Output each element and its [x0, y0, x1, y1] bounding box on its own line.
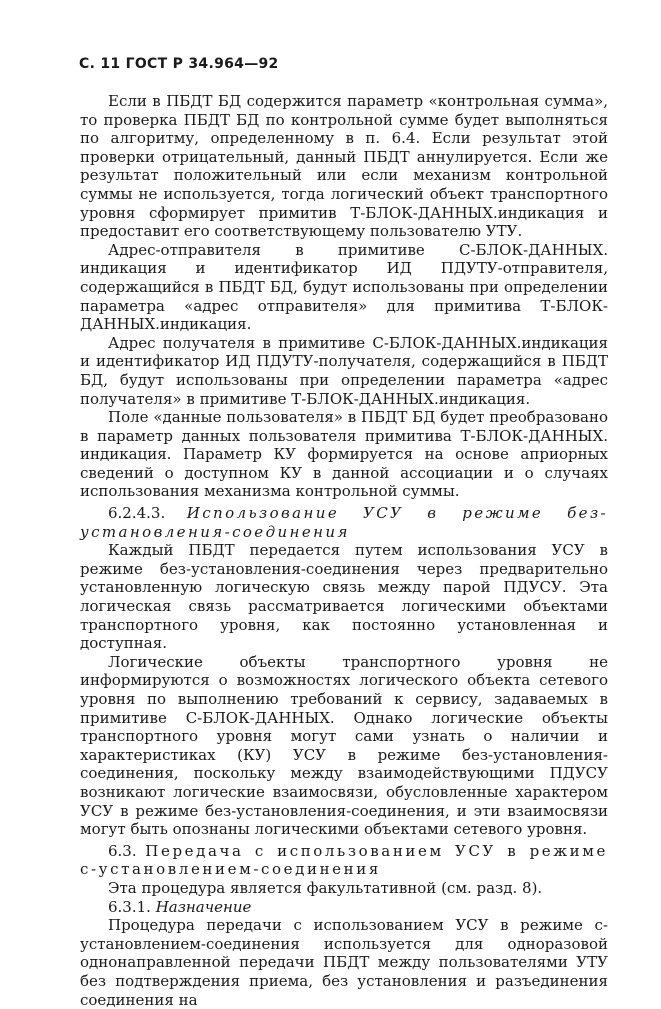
section-title: Передача с использованием УСУ в режиме с-установлением-соединения: [80, 841, 608, 879]
paragraph-receiver-address: Адрес получателя в примитиве С-БЛОК-ДАННЫХ.индикация и идентификатор ИД ПДУТУ-получателя, содержащийся в ПБДТ БД, будут использованы при определении параметра «адрес получателя» в примитиве Т-БЛОК-ДАННЫХ.индикация.: [80, 333, 608, 408]
paragraph-optional-note: Эта процедура является факультативной (см. разд. 8).: [108, 878, 543, 897]
paragraph-checksum: Если в ПБДТ БД содержится параметр «контрольная сумма», то проверка ПБДТ БД по контрольной сумме будет выполняться по алгоритму, определенному в п. 6.4. Если результат этой проверки отрицательный, данный ПБДТ аннулируется. Если же результат положительный или если механизм контрольной суммы не используется, тогда логический объект транспортного уровня сформирует примитив Т-БЛОК-ДАННЫХ.индикация и предоставит его соответствующему пользователю УТУ.: [80, 92, 608, 241]
section-number: 6.2.4.3.: [108, 504, 166, 523]
subsection-number: 6.3.1.: [108, 897, 151, 916]
paragraph-user-data: Поле «данные пользователя» в ПБДТ БД будет преобразовано в параметр данных пользователя примитива Т-БЛОК-ДАННЫХ. индикация. Параметр КУ формируется на основе априорных сведений о доступном КУ в данной ассоциации и о случаях использования механизма контрольной суммы.: [80, 408, 608, 501]
section-title: Использование УСУ в режиме без-установления-соединения: [80, 504, 608, 541]
body-text: [80, 92, 608, 1009]
paragraph-logical-objects: Логические объекты транспортного уровня не информируются о возможностях логического объекта сетевого уровня по выполнению требований к сервису, задаваемых в примитиве С-БЛОК-ДАННЫХ. Однако логические объекты транспортного уровня могут сами узнать о наличии и характеристиках (КУ) УСУ в режиме без-установления-соединения, поскольку между взаимодействующими ПДУСУ возникают логические взаимосвязи, обусловленные характером УСУ в режиме без-установления-соединения, и эти взаимосвязи могут быть опознаны логическими объектами сетевого уровня.: [80, 652, 608, 839]
paragraph-sender-address: Адрес-отправителя в примитиве С-БЛОК-ДАННЫХ. индикация и идентификатор ИД ПДУТУ-отправителя, содержащийся в ПБДТ БД, будут использованы при определении параметра «адрес отправителя» для примитива Т-БЛОК-ДАННЫХ.индикация.: [80, 240, 608, 334]
section-heading-6-2-4-3: [80, 504, 608, 541]
subsection-heading-6-3-1: [80, 898, 608, 917]
section-number: 6.3.: [108, 841, 137, 860]
section-heading-6-3: [80, 842, 608, 879]
paragraph-purpose: Процедура передачи с использованием УСУ в режиме с-установлением-соединения используется для одноразовой однонаправленной передачи ПБДТ между пользователями УТУ без подтверждения приема, без установления и разъединения соединения на: [80, 916, 608, 1009]
subsection-title: Назначение: [155, 897, 252, 916]
paragraph-pbdt-transfer: Каждый ПБДТ передается путем использования УСУ в режиме без-установления-соединения через предварительно установленную логическую связь между парой ПДУСУ. Эта логическая связь рассматривается логическими объектами транспортного уровня, как постоянно установленная и доступная.: [80, 541, 608, 653]
page-header: С. 11 ГОСТ Р 34.964—92: [79, 56, 279, 72]
